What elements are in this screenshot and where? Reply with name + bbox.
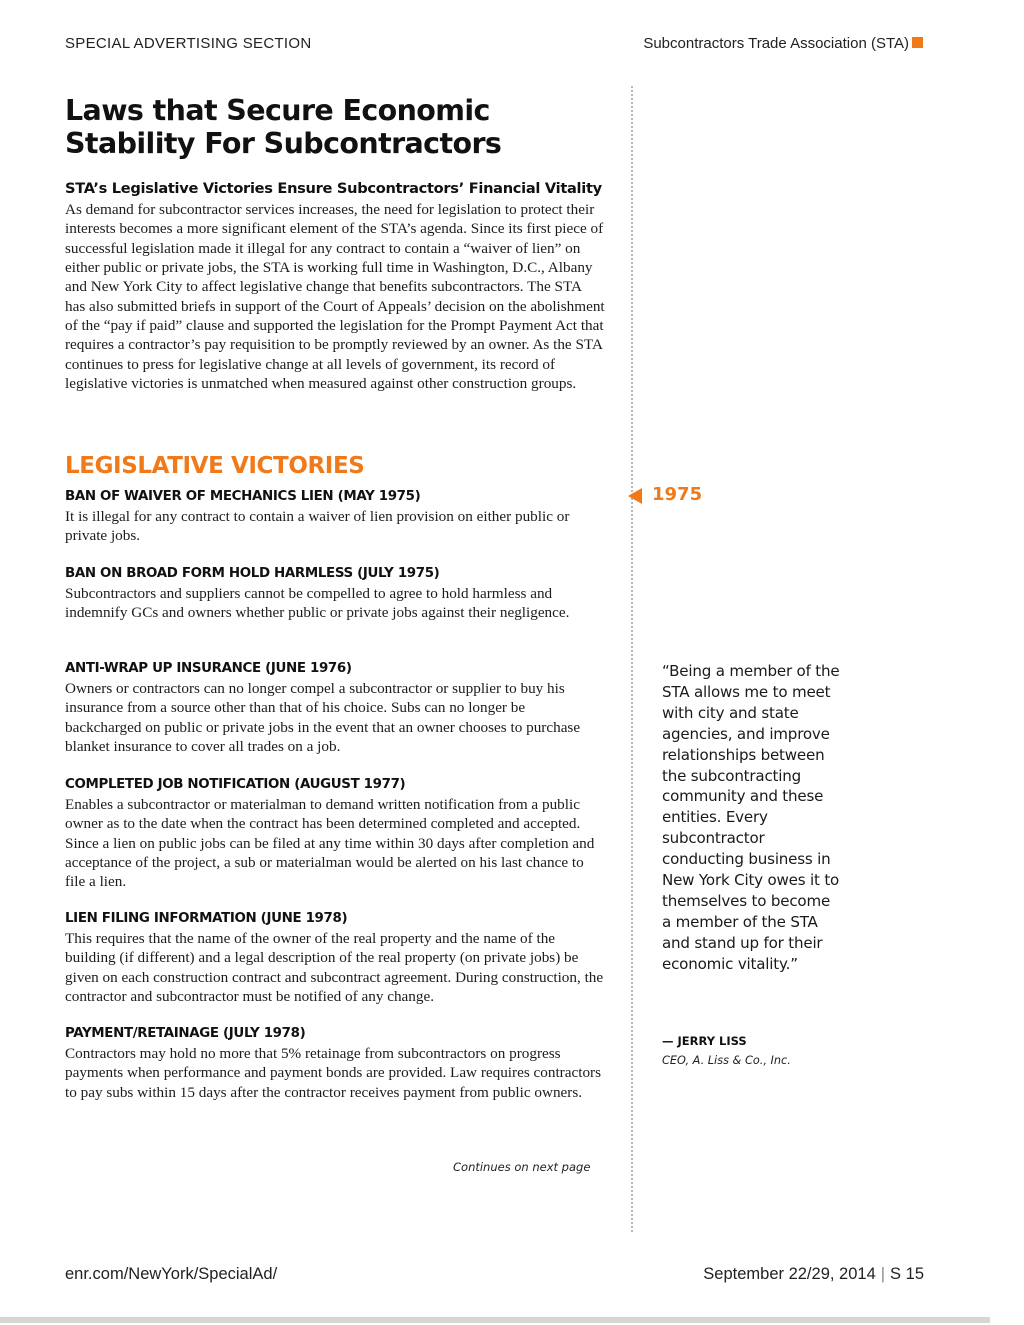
header-accent-square [912, 37, 923, 48]
footer-date: September 22/29, 2014 [703, 1265, 876, 1283]
victory-body: Subcontractors and suppliers cannot be compelled to agree to hold harmless and indemnify GCs and owners whether public or private jobs against their negligence. [65, 585, 570, 622]
victory-body: Enables a subcontractor or materialman to demand written notification from a public owner as to the date when the contract has been determined completed and accepted. Since a lien on public jobs can be filed at any time within 30 days after completion and acceptance of the project, a sub or materialman would be alerted on his last chance to file a lien. [65, 796, 595, 891]
article-title: Laws that Secure Economic Stability For Subcontractors [65, 94, 502, 160]
victory-heading: BAN OF WAIVER OF MECHANICS LIEN (MAY 1975) [65, 489, 421, 504]
timeline-year: 1975 [652, 484, 703, 505]
quote-attribution-name: — JERRY LISS [662, 1034, 747, 1048]
footer-page-info [703, 1265, 924, 1284]
header-organization: Subcontractors Trade Association (STA) [643, 35, 909, 52]
victory-heading: COMPLETED JOB NOTIFICATION (AUGUST 1977) [65, 777, 406, 792]
victory-item [65, 660, 605, 756]
victory-item [65, 565, 605, 623]
footer-page-number: S 15 [890, 1265, 924, 1283]
intro-paragraph: As demand for subcontractor services increases, the need for legislation to protect their interests becomes a more significant element of the STA’s agenda. Since its first piece of successful legislation made it illegal for any contract to contain a “waiver of lien” on either public or private jobs, the STA is working full time in Washington, D.C., Albany and New York City to affect legislative change that benefits subcontractors. The STA has also submitted briefs in support of the Court of Appeals’ decision on the abolishment of the “pay if paid” clause and supported the legislation for the Prompt Payment Act that requires a contractor’s pay requisition to be promptly reviewed by an owner. As the STA continues to press for legislative change at all levels of government, its record of legislative victories is unmatched when measured against other construction groups. [65, 201, 605, 393]
bottom-scroll-bar [0, 1317, 990, 1323]
victory-body: Owners or contractors can no longer compel a subcontractor or supplier to buy his insurance from a source other than that of his choice. Subs can no longer be backcharged on public or private jobs in the event that an owner chooses to purchase blanket insurance to cover all trades on a job. [65, 680, 581, 755]
continues-note: Continues on next page [453, 1160, 591, 1174]
section-title: LEGISLATIVE VICTORIES [65, 453, 365, 479]
victory-body: Contractors may hold no more that 5% retainage from subcontractors on progress payments when performance and payment bonds are provided. Law requires contractors to pay subs within 15 days after the contractor receives payment from public owners. [65, 1045, 602, 1101]
victory-item [65, 910, 605, 1006]
dotted-divider [631, 86, 633, 1232]
header-section-label: SPECIAL ADVERTISING SECTION [65, 35, 312, 52]
victory-heading: LIEN FILING INFORMATION (JUNE 1978) [65, 911, 348, 926]
victory-body: It is illegal for any contract to contain a waiver of lien provision on either public or private jobs. [65, 508, 570, 545]
footer-separator: | [880, 1265, 886, 1283]
victory-item [65, 488, 605, 546]
intro-heading: STA’s Legislative Victories Ensure Subcontractors’ Financial Vitality [65, 180, 602, 197]
victory-heading: BAN ON BROAD FORM HOLD HARMLESS (JULY 1975) [65, 566, 440, 581]
victory-item [65, 776, 605, 891]
footer-url: enr.com/NewYork/SpecialAd/ [65, 1265, 278, 1283]
victory-heading: ANTI-WRAP UP INSURANCE (JUNE 1976) [65, 661, 352, 676]
arrow-left-icon [628, 488, 642, 504]
victory-body: This requires that the name of the owner of the real property and the name of the building (if different) and a legal description of the real property (on private jobs) be given on each construction contract and subcontract agreement. During construction, the contractor and subcontractor must be notified of any change. [65, 930, 604, 1005]
victory-item [65, 1025, 605, 1102]
victory-heading: PAYMENT/RETAINAGE (JULY 1978) [65, 1026, 306, 1041]
pull-quote: “Being a member of the STA allows me to meet with city and state agencies, and improve relationships between the subcontracting community and these entities. Every subcontractor conducting business in New York City owes it to themselves to become a member of the STA and stand up for their economic vitality.” [662, 662, 840, 973]
quote-attribution-title: CEO, A. Liss & Co., Inc. [662, 1054, 791, 1067]
